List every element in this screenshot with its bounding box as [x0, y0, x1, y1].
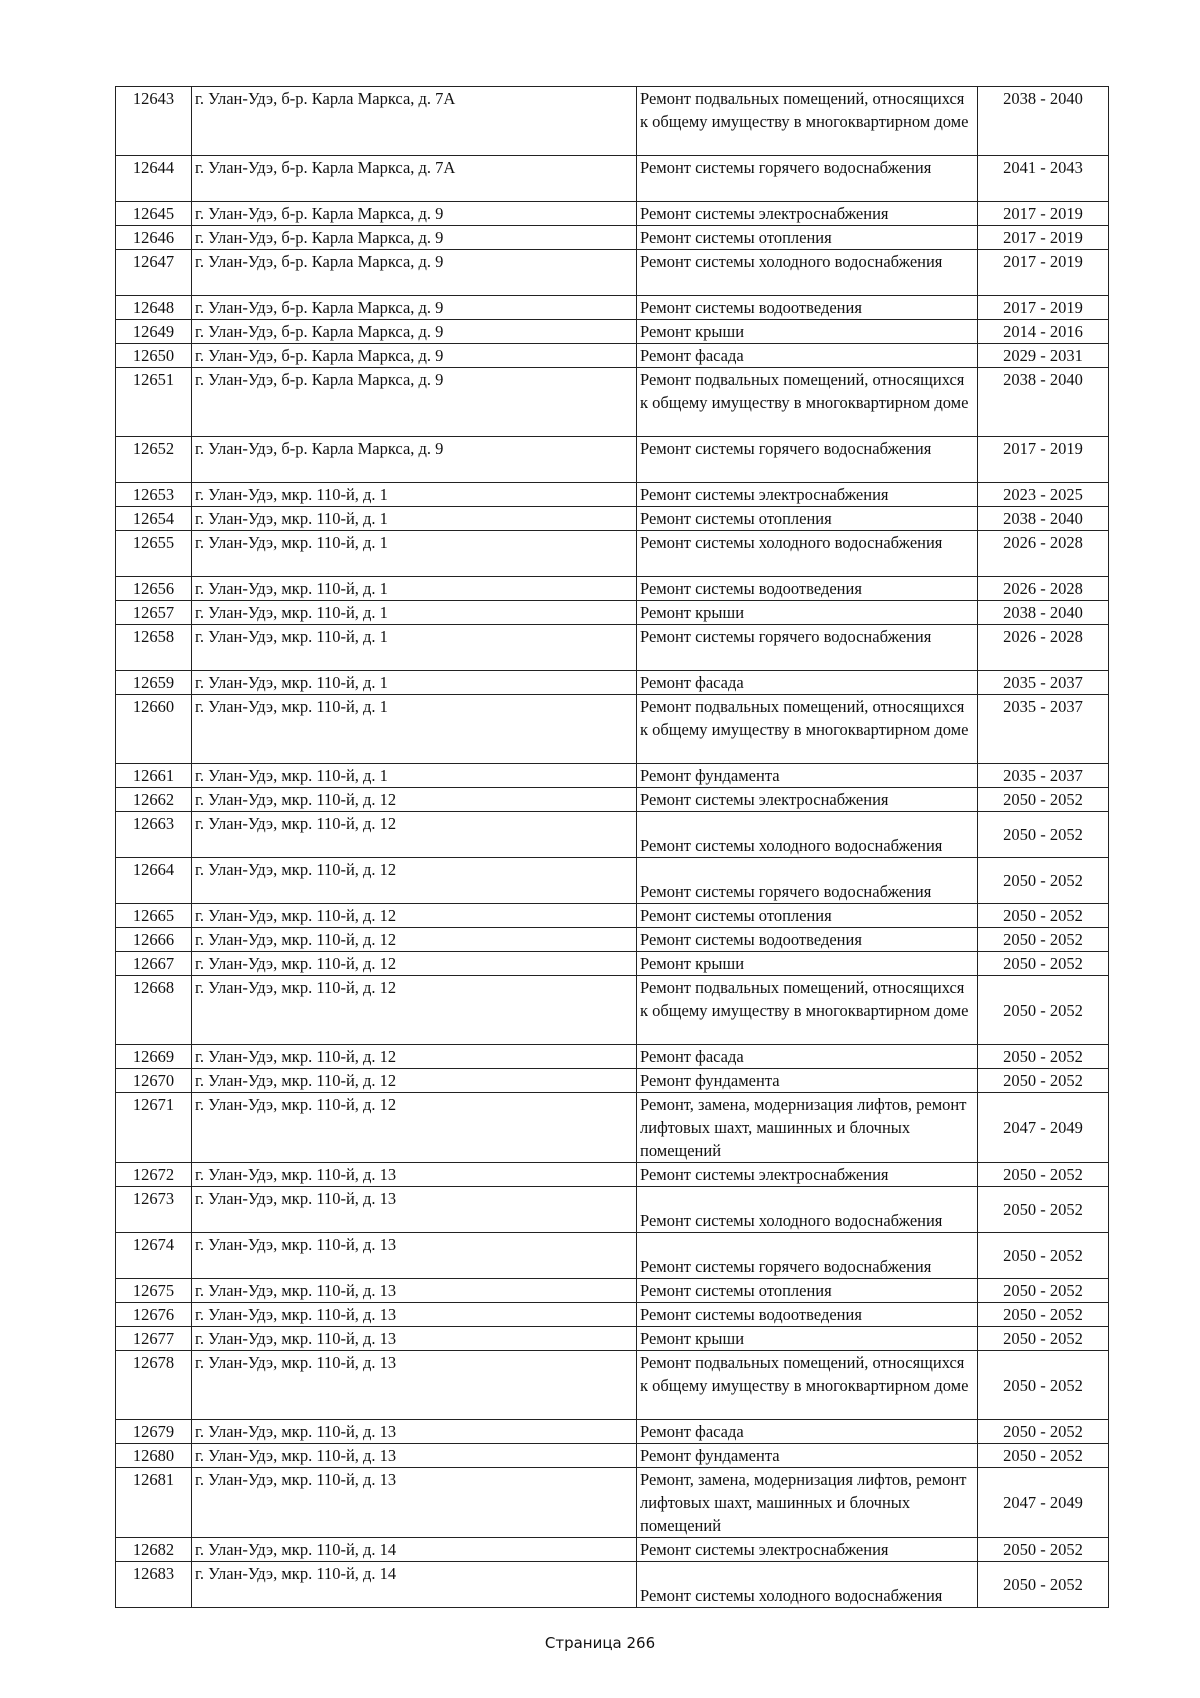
work-type-cell: Ремонт подвальных помещений, относящихся к общему имуществу в многоквартирном доме — [637, 695, 978, 764]
work-type-cell: Ремонт, замена, модернизация лифтов, ремонт лифтовых шахт, машинных и блочных помещений — [637, 1468, 978, 1538]
address-cell: г. Улан-Удэ, мкр. 110-й, д. 1 — [192, 695, 637, 764]
period-cell: 2050 - 2052 — [978, 976, 1109, 1045]
period-cell: 2017 - 2019 — [978, 437, 1109, 483]
table-row — [116, 344, 1109, 368]
work-type-cell: Ремонт системы холодного водоснабжения — [637, 1562, 978, 1608]
address-cell: г. Улан-Удэ, мкр. 110-й, д. 13 — [192, 1444, 637, 1468]
period-cell: 2050 - 2052 — [978, 1187, 1109, 1233]
table-row — [116, 577, 1109, 601]
work-type-cell: Ремонт системы горячего водоснабжения — [637, 437, 978, 483]
period-cell: 2050 - 2052 — [978, 1163, 1109, 1187]
address-cell: г. Улан-Удэ, мкр. 110-й, д. 13 — [192, 1187, 637, 1233]
work-type-cell: Ремонт подвальных помещений, относящихся к общему имуществу в многоквартирном доме — [637, 87, 978, 156]
work-type-cell: Ремонт подвальных помещений, относящихся к общему имуществу в многоквартирном доме — [637, 1351, 978, 1420]
capital-repair-table — [115, 86, 1109, 1608]
work-type-cell: Ремонт системы водоотведения — [637, 928, 978, 952]
row-number: 12679 — [116, 1420, 192, 1444]
work-type-cell: Ремонт системы отопления — [637, 1279, 978, 1303]
table-row — [116, 1187, 1109, 1233]
work-type-cell: Ремонт системы электроснабжения — [637, 1163, 978, 1187]
period-cell: 2050 - 2052 — [978, 928, 1109, 952]
table-row — [116, 1444, 1109, 1468]
address-cell: г. Улан-Удэ, мкр. 110-й, д. 12 — [192, 1045, 637, 1069]
work-type-cell: Ремонт фундамента — [637, 1069, 978, 1093]
work-type-cell: Ремонт системы электроснабжения — [637, 483, 978, 507]
row-number: 12675 — [116, 1279, 192, 1303]
row-number: 12645 — [116, 202, 192, 226]
address-cell: г. Улан-Удэ, мкр. 110-й, д. 12 — [192, 928, 637, 952]
row-number: 12663 — [116, 812, 192, 858]
work-type-cell: Ремонт системы водоотведения — [637, 577, 978, 601]
table-row — [116, 788, 1109, 812]
table-row — [116, 1562, 1109, 1608]
row-number: 12658 — [116, 625, 192, 671]
row-number: 12668 — [116, 976, 192, 1045]
row-number: 12654 — [116, 507, 192, 531]
period-cell: 2035 - 2037 — [978, 671, 1109, 695]
row-number: 12683 — [116, 1562, 192, 1608]
work-type-cell: Ремонт системы горячего водоснабжения — [637, 156, 978, 202]
period-cell: 2050 - 2052 — [978, 812, 1109, 858]
address-cell: г. Улан-Удэ, мкр. 110-й, д. 13 — [192, 1351, 637, 1420]
address-cell: г. Улан-Удэ, б-р. Карла Маркса, д. 9 — [192, 368, 637, 437]
row-number: 12650 — [116, 344, 192, 368]
period-cell: 2038 - 2040 — [978, 87, 1109, 156]
address-cell: г. Улан-Удэ, мкр. 110-й, д. 13 — [192, 1233, 637, 1279]
row-number: 12660 — [116, 695, 192, 764]
address-cell: г. Улан-Удэ, мкр. 110-й, д. 1 — [192, 601, 637, 625]
row-number: 12681 — [116, 1468, 192, 1538]
work-type-cell: Ремонт фасада — [637, 1045, 978, 1069]
work-type-cell: Ремонт системы отопления — [637, 507, 978, 531]
address-cell: г. Улан-Удэ, б-р. Карла Маркса, д. 9 — [192, 437, 637, 483]
table-row — [116, 202, 1109, 226]
period-cell: 2050 - 2052 — [978, 1303, 1109, 1327]
period-cell: 2035 - 2037 — [978, 695, 1109, 764]
table-row — [116, 1045, 1109, 1069]
work-type-cell: Ремонт системы отопления — [637, 226, 978, 250]
row-number: 12662 — [116, 788, 192, 812]
table-row — [116, 1303, 1109, 1327]
address-cell: г. Улан-Удэ, мкр. 110-й, д. 1 — [192, 577, 637, 601]
table-row — [116, 156, 1109, 202]
work-type-cell: Ремонт системы электроснабжения — [637, 202, 978, 226]
page-number: Страница 266 — [544, 1634, 656, 1652]
period-cell: 2050 - 2052 — [978, 1420, 1109, 1444]
period-cell: 2017 - 2019 — [978, 202, 1109, 226]
period-cell: 2050 - 2052 — [978, 1444, 1109, 1468]
address-cell: г. Улан-Удэ, мкр. 110-й, д. 13 — [192, 1327, 637, 1351]
work-type-cell: Ремонт системы горячего водоснабжения — [637, 625, 978, 671]
table-row — [116, 1420, 1109, 1444]
address-cell: г. Улан-Удэ, б-р. Карла Маркса, д. 9 — [192, 250, 637, 296]
table-row — [116, 695, 1109, 764]
period-cell: 2014 - 2016 — [978, 320, 1109, 344]
address-cell: г. Улан-Удэ, мкр. 110-й, д. 12 — [192, 1069, 637, 1093]
table-row — [116, 226, 1109, 250]
table-row — [116, 1093, 1109, 1163]
address-cell: г. Улан-Удэ, б-р. Карла Маркса, д. 9 — [192, 202, 637, 226]
period-cell: 2038 - 2040 — [978, 368, 1109, 437]
work-type-cell: Ремонт системы холодного водоснабжения — [637, 531, 978, 577]
address-cell: г. Улан-Удэ, мкр. 110-й, д. 1 — [192, 625, 637, 671]
row-number: 12665 — [116, 904, 192, 928]
work-type-cell: Ремонт системы электроснабжения — [637, 1538, 978, 1562]
row-number: 12677 — [116, 1327, 192, 1351]
table-row — [116, 952, 1109, 976]
address-cell: г. Улан-Удэ, б-р. Карла Маркса, д. 9 — [192, 320, 637, 344]
row-number: 12655 — [116, 531, 192, 577]
address-cell: г. Улан-Удэ, мкр. 110-й, д. 12 — [192, 858, 637, 904]
work-type-cell: Ремонт подвальных помещений, относящихся к общему имуществу в многоквартирном доме — [637, 976, 978, 1045]
address-cell: г. Улан-Удэ, мкр. 110-й, д. 13 — [192, 1468, 637, 1538]
table-row — [116, 1233, 1109, 1279]
period-cell: 2041 - 2043 — [978, 156, 1109, 202]
table-row — [116, 764, 1109, 788]
work-type-cell: Ремонт системы водоотведения — [637, 1303, 978, 1327]
period-cell: 2017 - 2019 — [978, 250, 1109, 296]
period-cell: 2050 - 2052 — [978, 952, 1109, 976]
row-number: 12671 — [116, 1093, 192, 1163]
address-cell: г. Улан-Удэ, мкр. 110-й, д. 14 — [192, 1538, 637, 1562]
period-cell: 2050 - 2052 — [978, 1069, 1109, 1093]
address-cell: г. Улан-Удэ, б-р. Карла Маркса, д. 7А — [192, 87, 637, 156]
work-type-cell: Ремонт системы отопления — [637, 904, 978, 928]
row-number: 12680 — [116, 1444, 192, 1468]
work-type-cell: Ремонт системы горячего водоснабжения — [637, 858, 978, 904]
table-body — [116, 87, 1109, 1608]
address-cell: г. Улан-Удэ, б-р. Карла Маркса, д. 9 — [192, 226, 637, 250]
row-number: 12656 — [116, 577, 192, 601]
row-number: 12657 — [116, 601, 192, 625]
row-number: 12673 — [116, 1187, 192, 1233]
work-type-cell: Ремонт фасада — [637, 1420, 978, 1444]
row-number: 12652 — [116, 437, 192, 483]
period-cell: 2038 - 2040 — [978, 601, 1109, 625]
address-cell: г. Улан-Удэ, мкр. 110-й, д. 13 — [192, 1279, 637, 1303]
address-cell: г. Улан-Удэ, б-р. Карла Маркса, д. 7А — [192, 156, 637, 202]
period-cell: 2050 - 2052 — [978, 1562, 1109, 1608]
row-number: 12653 — [116, 483, 192, 507]
row-number: 12669 — [116, 1045, 192, 1069]
table-row — [116, 507, 1109, 531]
address-cell: г. Улан-Удэ, б-р. Карла Маркса, д. 9 — [192, 296, 637, 320]
table-row — [116, 1538, 1109, 1562]
period-cell: 2050 - 2052 — [978, 788, 1109, 812]
period-cell: 2026 - 2028 — [978, 577, 1109, 601]
address-cell: г. Улан-Удэ, мкр. 110-й, д. 12 — [192, 904, 637, 928]
table-row — [116, 1279, 1109, 1303]
row-number: 12651 — [116, 368, 192, 437]
table-row — [116, 1351, 1109, 1420]
row-number: 12672 — [116, 1163, 192, 1187]
period-cell: 2035 - 2037 — [978, 764, 1109, 788]
row-number: 12676 — [116, 1303, 192, 1327]
address-cell: г. Улан-Удэ, мкр. 110-й, д. 12 — [192, 812, 637, 858]
table-row — [116, 296, 1109, 320]
period-cell: 2029 - 2031 — [978, 344, 1109, 368]
work-type-cell: Ремонт крыши — [637, 601, 978, 625]
period-cell: 2050 - 2052 — [978, 1327, 1109, 1351]
table-row — [116, 1468, 1109, 1538]
row-number: 12674 — [116, 1233, 192, 1279]
row-number: 12667 — [116, 952, 192, 976]
address-cell: г. Улан-Удэ, мкр. 110-й, д. 13 — [192, 1420, 637, 1444]
address-cell: г. Улан-Удэ, мкр. 110-й, д. 1 — [192, 507, 637, 531]
period-cell: 2047 - 2049 — [978, 1093, 1109, 1163]
table-row — [116, 1327, 1109, 1351]
table-row — [116, 601, 1109, 625]
work-type-cell: Ремонт крыши — [637, 1327, 978, 1351]
row-number: 12666 — [116, 928, 192, 952]
table-row — [116, 976, 1109, 1045]
row-number: 12644 — [116, 156, 192, 202]
work-type-cell: Ремонт крыши — [637, 952, 978, 976]
address-cell: г. Улан-Удэ, мкр. 110-й, д. 1 — [192, 531, 637, 577]
period-cell: 2050 - 2052 — [978, 1233, 1109, 1279]
period-cell: 2026 - 2028 — [978, 531, 1109, 577]
period-cell: 2047 - 2049 — [978, 1468, 1109, 1538]
table-row — [116, 483, 1109, 507]
address-cell: г. Улан-Удэ, мкр. 110-й, д. 12 — [192, 1093, 637, 1163]
table-row — [116, 928, 1109, 952]
table-row — [116, 858, 1109, 904]
table-row — [116, 671, 1109, 695]
work-type-cell: Ремонт фасада — [637, 344, 978, 368]
work-type-cell: Ремонт системы холодного водоснабжения — [637, 1187, 978, 1233]
address-cell: г. Улан-Удэ, мкр. 110-й, д. 14 — [192, 1562, 637, 1608]
period-cell: 2050 - 2052 — [978, 858, 1109, 904]
address-cell: г. Улан-Удэ, мкр. 110-й, д. 1 — [192, 764, 637, 788]
address-cell: г. Улан-Удэ, мкр. 110-й, д. 12 — [192, 976, 637, 1045]
table-row — [116, 1069, 1109, 1093]
address-cell: г. Улан-Удэ, мкр. 110-й, д. 12 — [192, 952, 637, 976]
work-type-cell: Ремонт системы электроснабжения — [637, 788, 978, 812]
table-row — [116, 87, 1109, 156]
row-number: 12682 — [116, 1538, 192, 1562]
row-number: 12659 — [116, 671, 192, 695]
address-cell: г. Улан-Удэ, мкр. 110-й, д. 13 — [192, 1303, 637, 1327]
row-number: 12661 — [116, 764, 192, 788]
address-cell: г. Улан-Удэ, мкр. 110-й, д. 1 — [192, 671, 637, 695]
table-row — [116, 1163, 1109, 1187]
work-type-cell: Ремонт крыши — [637, 320, 978, 344]
period-cell: 2023 - 2025 — [978, 483, 1109, 507]
work-type-cell: Ремонт фундамента — [637, 764, 978, 788]
period-cell: 2017 - 2019 — [978, 296, 1109, 320]
row-number: 12648 — [116, 296, 192, 320]
table-row — [116, 531, 1109, 577]
period-cell: 2038 - 2040 — [978, 507, 1109, 531]
work-type-cell: Ремонт фундамента — [637, 1444, 978, 1468]
table-row — [116, 625, 1109, 671]
table-row — [116, 437, 1109, 483]
row-number: 12678 — [116, 1351, 192, 1420]
period-cell: 2026 - 2028 — [978, 625, 1109, 671]
work-type-cell: Ремонт системы водоотведения — [637, 296, 978, 320]
address-cell: г. Улан-Удэ, б-р. Карла Маркса, д. 9 — [192, 344, 637, 368]
table-row — [116, 320, 1109, 344]
address-cell: г. Улан-Удэ, мкр. 110-й, д. 1 — [192, 483, 637, 507]
row-number: 12670 — [116, 1069, 192, 1093]
row-number: 12664 — [116, 858, 192, 904]
work-type-cell: Ремонт, замена, модернизация лифтов, ремонт лифтовых шахт, машинных и блочных помещений — [637, 1093, 978, 1163]
work-type-cell: Ремонт системы холодного водоснабжения — [637, 812, 978, 858]
work-type-cell: Ремонт системы горячего водоснабжения — [637, 1233, 978, 1279]
period-cell: 2050 - 2052 — [978, 904, 1109, 928]
table-row — [116, 904, 1109, 928]
address-cell: г. Улан-Удэ, мкр. 110-й, д. 13 — [192, 1163, 637, 1187]
period-cell: 2050 - 2052 — [978, 1351, 1109, 1420]
table-row — [116, 812, 1109, 858]
table-row — [116, 250, 1109, 296]
address-cell: г. Улан-Удэ, мкр. 110-й, д. 12 — [192, 788, 637, 812]
period-cell: 2050 - 2052 — [978, 1045, 1109, 1069]
period-cell: 2017 - 2019 — [978, 226, 1109, 250]
period-cell: 2050 - 2052 — [978, 1279, 1109, 1303]
period-cell: 2050 - 2052 — [978, 1538, 1109, 1562]
table-row — [116, 368, 1109, 437]
row-number: 12647 — [116, 250, 192, 296]
work-type-cell: Ремонт системы холодного водоснабжения — [637, 250, 978, 296]
work-type-cell: Ремонт подвальных помещений, относящихся к общему имуществу в многоквартирном доме — [637, 368, 978, 437]
row-number: 12643 — [116, 87, 192, 156]
row-number: 12646 — [116, 226, 192, 250]
row-number: 12649 — [116, 320, 192, 344]
work-type-cell: Ремонт фасада — [637, 671, 978, 695]
